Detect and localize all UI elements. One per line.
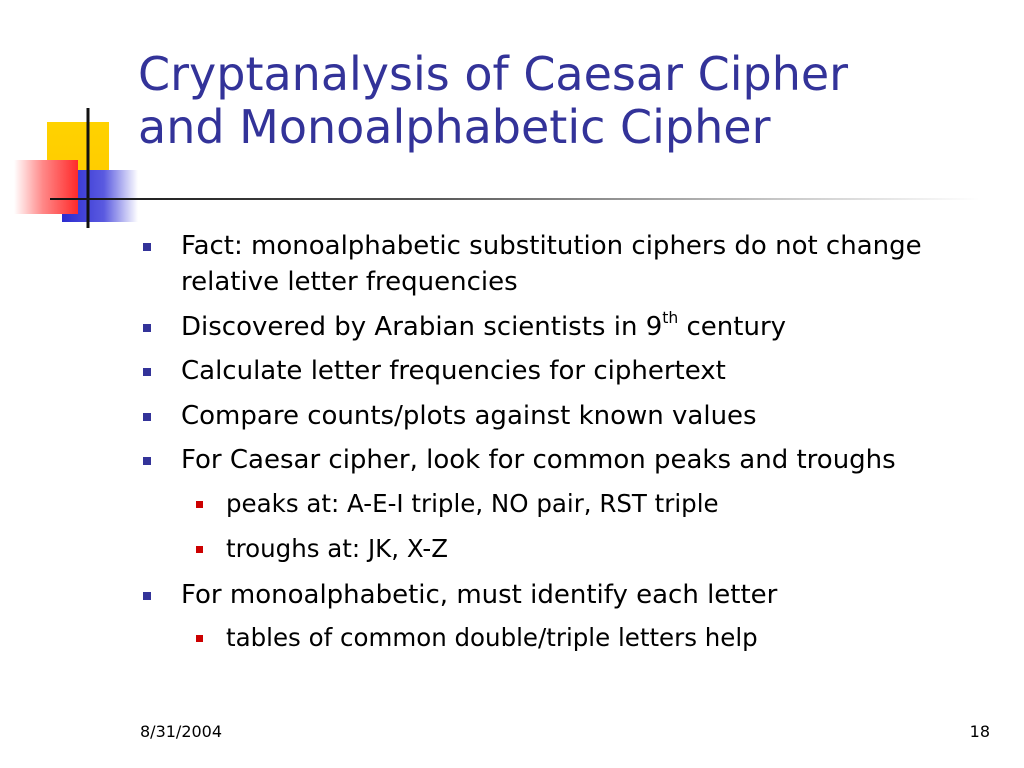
square-bullet-icon bbox=[196, 546, 203, 553]
bullet-text: For Caesar cipher, look for common peaks and troughs bbox=[181, 445, 896, 475]
bullet-text: Calculate letter frequencies for ciphertext bbox=[181, 356, 726, 386]
square-bullet-icon bbox=[196, 501, 203, 508]
square-bullet-icon bbox=[143, 457, 151, 465]
bullet-text bbox=[181, 309, 787, 342]
title-line-2: and Monoalphabetic Cipher bbox=[138, 100, 771, 155]
ordinal-superscript: th bbox=[662, 309, 679, 328]
square-bullet-icon bbox=[143, 243, 151, 251]
square-bullet-icon bbox=[143, 324, 151, 332]
title-line-1: Cryptanalysis of Caesar Cipher bbox=[138, 47, 849, 101]
bullet-monoalphabetic bbox=[142, 577, 1002, 613]
bullet-discovered bbox=[142, 309, 1002, 345]
slide-title bbox=[138, 48, 998, 155]
sub-bullet-peaks bbox=[142, 487, 1002, 521]
bullet-text: tables of common double/triple letters help bbox=[226, 623, 758, 652]
bullet-text: troughs at: JK, X-Z bbox=[226, 533, 449, 563]
page-number: 18 bbox=[969, 722, 990, 741]
decorative-logo bbox=[0, 0, 140, 240]
sub-bullet-troughs bbox=[142, 532, 1002, 566]
bullet-fact bbox=[142, 228, 1002, 300]
footer-date: 8/31/2004 bbox=[140, 722, 223, 741]
bullet-calculate bbox=[142, 353, 1002, 389]
bullet-compare bbox=[142, 398, 1002, 434]
bullet-list bbox=[142, 228, 1002, 666]
sub-bullet-tables bbox=[142, 621, 1002, 655]
bullet-text: Compare counts/plots against known values bbox=[181, 400, 757, 431]
square-bullet-icon bbox=[143, 368, 151, 376]
bullet-text-start: Discovered by Arabian scientists in 9 bbox=[181, 311, 663, 342]
square-bullet-icon bbox=[196, 635, 203, 642]
square-bullet-icon bbox=[143, 413, 151, 421]
square-bullet-icon bbox=[143, 592, 151, 600]
title-divider bbox=[50, 198, 980, 200]
bullet-caesar bbox=[142, 442, 1002, 478]
bullet-text: peaks at: A-E-I triple, NO pair, RST triple bbox=[226, 488, 719, 518]
bullet-text: For monoalphabetic, must identify each letter bbox=[181, 579, 778, 610]
logo-red-bar bbox=[14, 160, 78, 214]
bullet-text-end: century bbox=[678, 311, 787, 342]
bullet-text: Fact: monoalphabetic substitution ciphers do not change relative letter frequencies bbox=[181, 231, 922, 297]
